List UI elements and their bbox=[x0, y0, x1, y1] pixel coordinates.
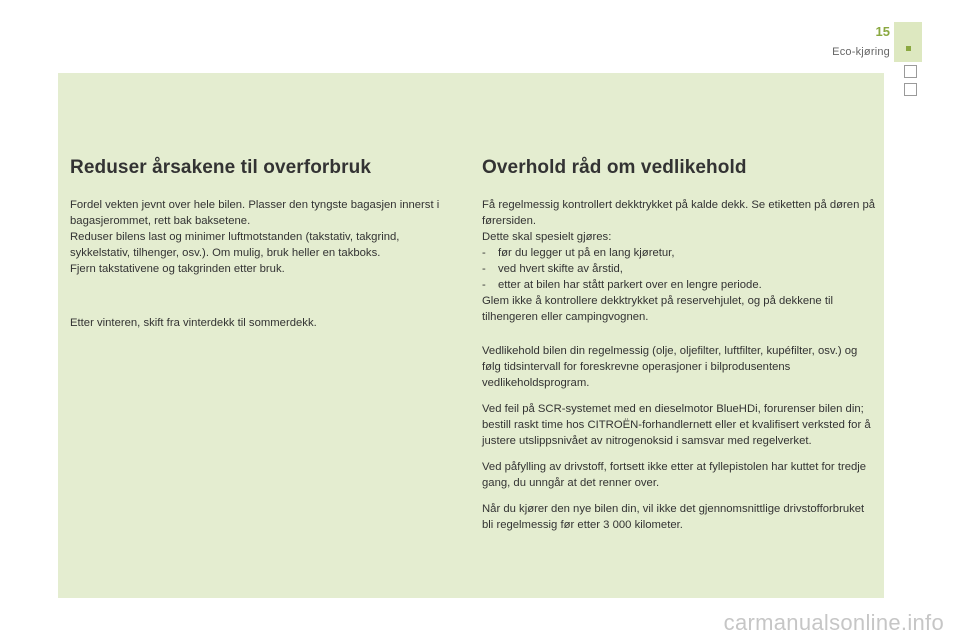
chapter-tab[interactable] bbox=[894, 22, 922, 62]
paragraph: Etter vinteren, skift fra vinterdekk til sommerdekk. bbox=[70, 317, 317, 329]
paragraph: Reduser bilens last og minimer luftmotstanden (takstativ, takgrind, sykkelstativ, tilhenger, osv.). Om mulig, bruk heller en takboks. bbox=[70, 231, 400, 259]
nav-box-icon[interactable] bbox=[904, 83, 917, 96]
paragraph: Få regelmessig kontrollert dekktrykket på kalde dekk. Se etiketten på døren på førersiden. bbox=[482, 199, 876, 227]
chapter-title: Eco-kjøring bbox=[832, 46, 890, 58]
paragraph: Fordel vekten jevnt over hele bilen. Plasser den tyngste bagasjen innerst i bagasjerommet, rett bak baksetene. bbox=[70, 199, 440, 227]
section-title-maintenance: Overhold råd om vedlikehold bbox=[482, 157, 747, 178]
paragraph: Glem ikke å kontrollere dekktrykket på reservehjulet, og på dekkene til tilhengeren eller campingvognen. bbox=[482, 295, 834, 323]
nav-box-icon[interactable] bbox=[904, 65, 917, 78]
left-column bbox=[70, 157, 450, 341]
content-panel bbox=[58, 73, 884, 598]
right-column bbox=[482, 157, 878, 543]
paragraph: Ved feil på SCR-systemet med en dieselmotor BlueHDi, forurenser bilen din; bestill raskt time hos CITROËN-forhandlernett eller et kvalifisert verksted for å justere utslippsnivået av nitrogenoksid i samsvar med regelverket. bbox=[482, 403, 871, 447]
paragraph: Når du kjører den nye bilen din, vil ikke det gjennomsnittlige drivstofforbruket bli regelmessig før etter 3 000 kilometer. bbox=[482, 503, 865, 531]
bullet-dash: - bbox=[482, 279, 486, 291]
paragraph: Ved påfylling av drivstoff, fortsett ikke etter at fyllepistolen har kuttet for tredje gang, du unngår at det renner over. bbox=[482, 461, 867, 489]
list-item bbox=[482, 245, 878, 261]
watermark: carmanualsonline.info bbox=[723, 610, 944, 635]
current-page-indicator-icon bbox=[906, 46, 911, 51]
paragraph: Dette skal spesielt gjøres: bbox=[482, 231, 612, 243]
bullet-list bbox=[482, 245, 878, 293]
paragraph: Fjern takstativene og takgrinden etter bruk. bbox=[70, 263, 285, 275]
page-number: 15 bbox=[875, 24, 890, 39]
bullet-dash: - bbox=[482, 263, 486, 275]
section-title-reduce-overconsumption: Reduser årsakene til overforbruk bbox=[70, 157, 371, 178]
bullet-dash: - bbox=[482, 247, 486, 259]
list-item-text: før du legger ut på en lang kjøretur, bbox=[498, 247, 675, 259]
list-item-text: etter at bilen har stått parkert over en lengre periode. bbox=[498, 279, 762, 291]
list-item-text: ved hvert skifte av årstid, bbox=[498, 263, 623, 275]
list-item bbox=[482, 277, 878, 293]
list-item bbox=[482, 261, 878, 277]
paragraph: Vedlikehold bilen din regelmessig (olje, oljefilter, luftfilter, kupéfilter, osv.) og følg tidsintervall for foreskrevne operasjoner i bilprodusentens vedlikeholdsprogram. bbox=[482, 345, 858, 389]
